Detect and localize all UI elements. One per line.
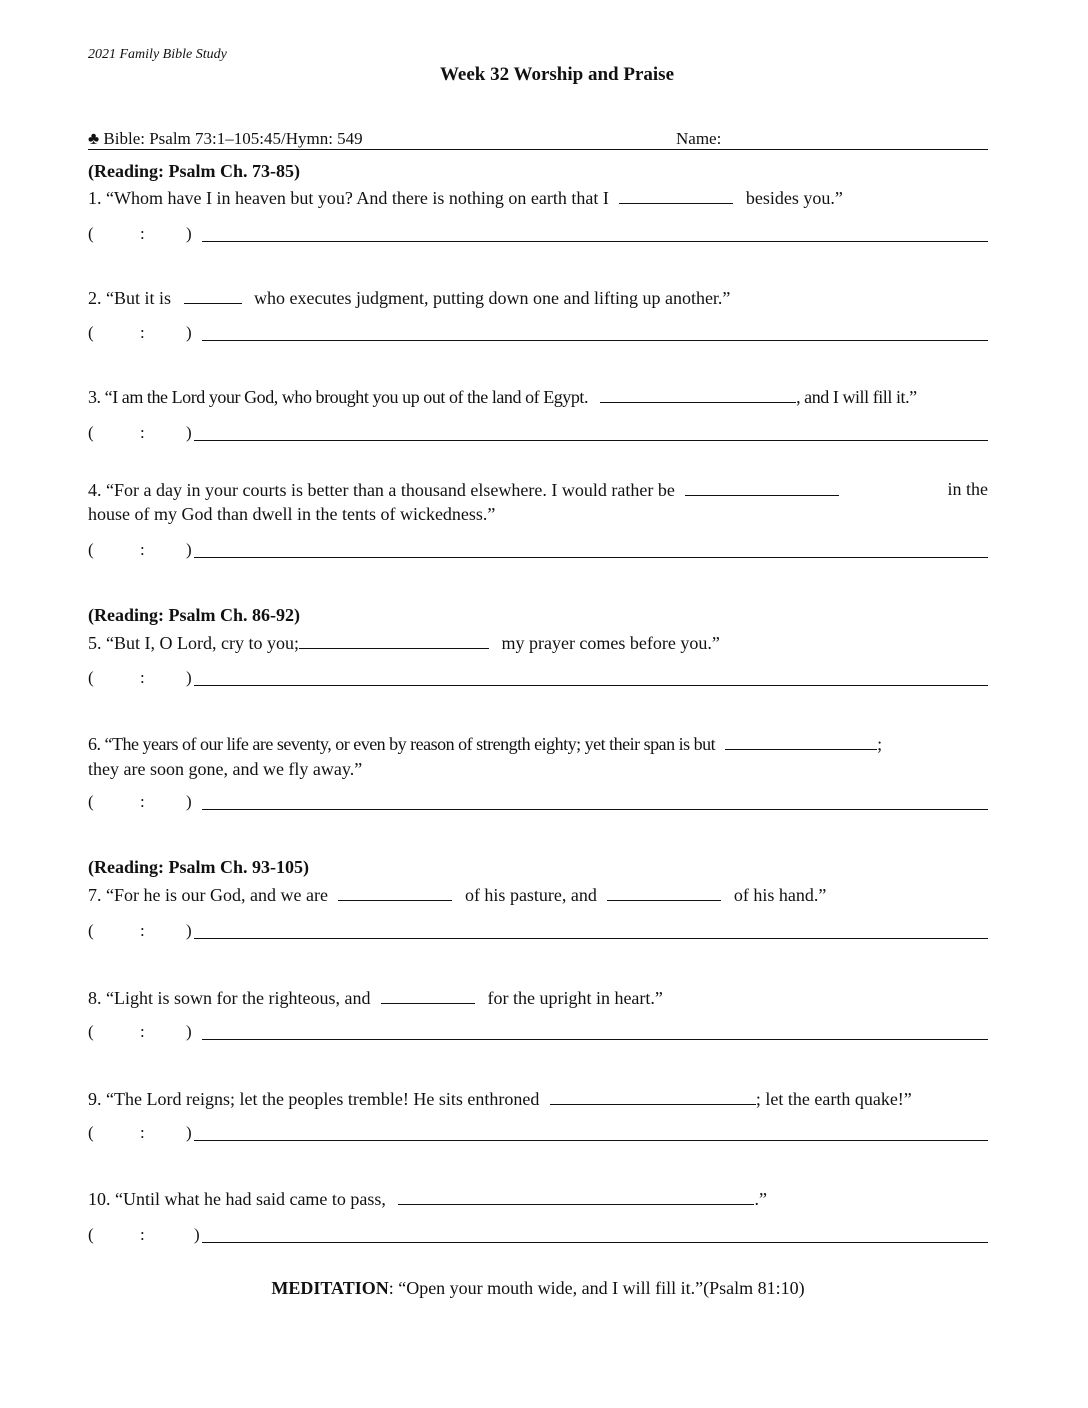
- answer-blank-8[interactable]: [381, 987, 475, 1004]
- reference-answer-line[interactable]: [202, 241, 988, 242]
- page-title: Week 32 Worship and Praise: [439, 64, 674, 85]
- answer-blank-7a[interactable]: [338, 884, 452, 901]
- section-heading-3: (Reading: Psalm Ch. 93-105): [88, 857, 309, 877]
- question-3-text: 3. “I am the Lord your God, who brought you up out of the land of Egypt.: [88, 387, 589, 407]
- reference-line-6: ( : ): [88, 792, 988, 814]
- question-9: [88, 1088, 912, 1110]
- answer-blank-7b[interactable]: [607, 884, 721, 901]
- question-3: [88, 386, 917, 408]
- answer-blank-6[interactable]: [725, 733, 877, 750]
- question-10: [88, 1188, 767, 1210]
- meditation-label: MEDITATION: [271, 1278, 389, 1298]
- reference-line-9: ( : ): [88, 1123, 988, 1145]
- question-1-text: 1. “Whom have I in heaven but you? And there is nothing on earth that I: [88, 188, 609, 208]
- section-heading-2: (Reading: Psalm Ch. 86-92): [88, 605, 300, 625]
- reference-answer-line[interactable]: [202, 1039, 988, 1040]
- reference-line-8: ( : ): [88, 1022, 988, 1044]
- question-6-text-mid: ;: [877, 734, 882, 754]
- answer-blank-9[interactable]: [550, 1088, 756, 1105]
- question-9-text-end: ; let the earth quake!”: [755, 1089, 912, 1109]
- question-4-text-mid: in the: [947, 479, 988, 499]
- reference-line-4: ( : ): [88, 540, 988, 562]
- section-heading-1: (Reading: Psalm Ch. 73-85): [88, 161, 300, 181]
- reference-line-10: ( : ): [88, 1225, 988, 1247]
- reference-answer-line[interactable]: [194, 1140, 988, 1141]
- series-note: 2021 Family Bible Study: [88, 47, 227, 62]
- reference-answer-line[interactable]: [194, 685, 988, 686]
- question-7-text: 7. “For he is our God, and we are: [88, 885, 328, 905]
- answer-blank-10[interactable]: [398, 1188, 754, 1205]
- question-2: [88, 287, 730, 309]
- question-5: [88, 632, 720, 654]
- question-3-text-end: , and I will fill it.”: [796, 387, 917, 407]
- answer-blank-3[interactable]: [600, 386, 796, 403]
- answer-blank-2[interactable]: [184, 287, 242, 304]
- question-6-text: 6. “The years of our life are seventy, or even by reason of strength eighty; yet their span is but: [88, 734, 716, 754]
- bible-reference: ♣ Bible: Psalm 73:1–105:45/Hymn: 549: [88, 129, 363, 148]
- question-6-continued: they are soon gone, and we fly away.”: [88, 759, 363, 779]
- reference-answer-line[interactable]: [194, 938, 988, 939]
- reference-line-5: ( : ): [88, 668, 988, 690]
- question-7-text-mid: of his pasture, and: [464, 885, 597, 905]
- question-7-text-end: of his hand.”: [733, 885, 827, 905]
- reference-answer-line[interactable]: [194, 440, 988, 441]
- reference-answer-line[interactable]: [202, 340, 988, 341]
- answer-blank-1[interactable]: [619, 187, 733, 204]
- reference-line-3: ( : ): [88, 423, 988, 445]
- question-10-text-end: .”: [754, 1189, 767, 1209]
- bible-info-line: [88, 129, 988, 151]
- question-8: [88, 987, 663, 1009]
- question-4: [88, 479, 988, 501]
- answer-blank-5[interactable]: [299, 632, 489, 649]
- meditation: [0, 1278, 1076, 1299]
- question-4-continued: house of my God than dwell in the tents of wickedness.”: [88, 504, 496, 524]
- reference-line-1: ( : ): [88, 224, 988, 246]
- reference-line-7: ( : ): [88, 921, 988, 943]
- reference-answer-line[interactable]: [202, 1242, 988, 1243]
- question-4-text: 4. “For a day in your courts is better than a thousand elsewhere. I would rather be: [88, 480, 675, 500]
- question-6: [88, 733, 882, 755]
- answer-blank-4[interactable]: [685, 479, 839, 496]
- question-5-text-end: my prayer comes before you.”: [501, 633, 720, 653]
- question-8-text: 8. “Light is sown for the righteous, and: [88, 988, 371, 1008]
- name-label: Name:: [676, 129, 722, 148]
- question-2-text: 2. “But it is: [88, 288, 172, 308]
- question-10-text: 10. “Until what he had said came to pass,: [88, 1189, 386, 1209]
- reference-answer-line[interactable]: [202, 809, 988, 810]
- question-2-text-end: who executes judgment, putting down one and lifting up another.”: [254, 288, 731, 308]
- reference-answer-line[interactable]: [194, 557, 988, 558]
- question-1: [88, 187, 843, 209]
- name-underline[interactable]: [88, 149, 988, 150]
- meditation-text: : “Open your mouth wide, and I will fill it.”(Psalm 81:10): [388, 1278, 805, 1298]
- question-8-text-end: for the upright in heart.”: [487, 988, 663, 1008]
- reference-line-2: ( : ): [88, 323, 988, 345]
- question-5-text: 5. “But I, O Lord, cry to you;: [88, 633, 299, 653]
- question-9-text: 9. “The Lord reigns; let the peoples tremble! He sits enthroned: [88, 1089, 540, 1109]
- question-7: [88, 884, 826, 906]
- question-1-text-end: besides you.”: [745, 188, 843, 208]
